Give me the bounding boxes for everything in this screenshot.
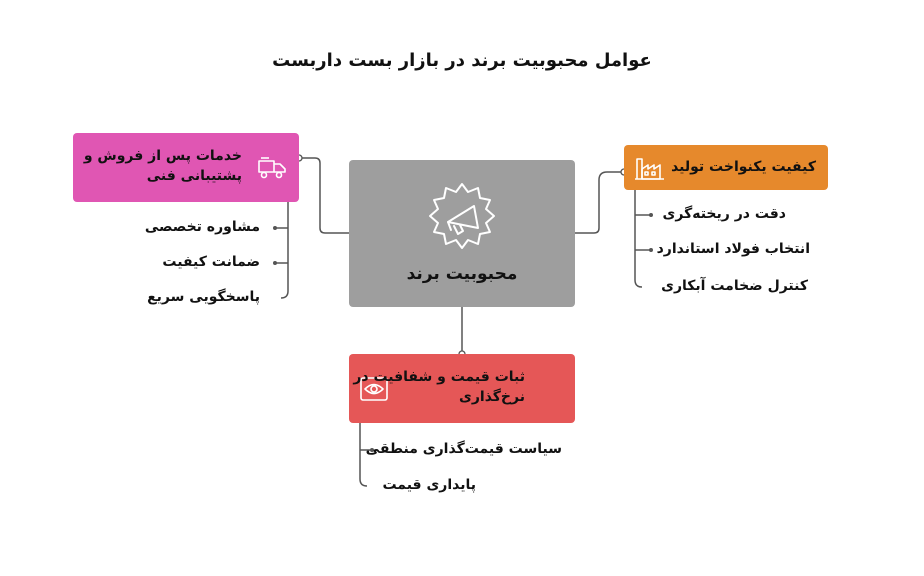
connector-quality-items	[635, 190, 642, 287]
branch-service-line1: خدمات پس از فروش و	[83, 148, 242, 164]
service-item-1: مشاوره تخصصی	[144, 219, 260, 235]
service-item-2: ضمانت کیفیت	[162, 254, 260, 270]
price-item-1: سیاست قیمت‌گذاری منطقی	[365, 441, 562, 457]
connector-service-items	[281, 202, 288, 298]
factory-icon	[634, 153, 666, 185]
branch-quality	[624, 145, 828, 190]
connector-center-service	[299, 158, 349, 233]
center-label: محبوبیت برند	[406, 264, 518, 284]
service-item-3: پاسخگویی سریع	[147, 289, 260, 305]
truck-icon	[257, 155, 287, 185]
branch-price	[349, 354, 575, 423]
diagram-title: عوامل محبوبیت برند در بازار بست داربست	[272, 50, 652, 71]
branch-price-line1: ثبات قیمت و شفافیت در	[353, 369, 525, 385]
price-item-2: پایداری قیمت	[382, 477, 476, 493]
branch-quality-label: کیفیت یکنواخت تولید	[671, 159, 816, 175]
quality-item-3: کنترل ضخامت آبکاری	[661, 278, 808, 294]
quality-item-1: دقت در ریخته‌گری	[662, 206, 786, 222]
branch-service	[73, 133, 299, 202]
connector-center-quality	[575, 172, 624, 233]
center-node	[349, 160, 575, 307]
branch-service-line2: پشتیبانی فنی	[146, 168, 242, 184]
megaphone-icon	[424, 178, 500, 258]
branch-price-line2: نرخ‌گذاری	[459, 389, 525, 405]
quality-item-2: انتخاب فولاد استاندارد	[656, 241, 810, 257]
